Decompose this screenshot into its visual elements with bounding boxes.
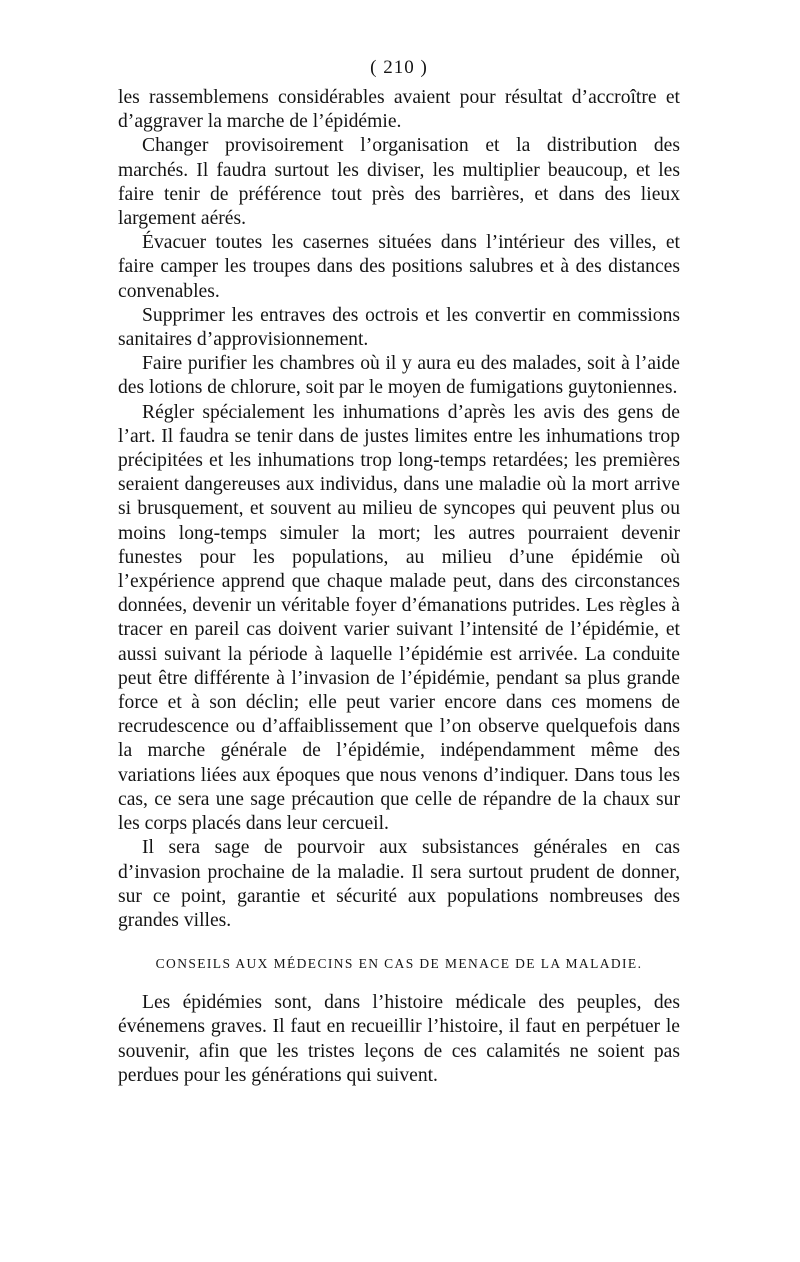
paragraph-burials: Régler spécialement les inhumations d’après les avis des gens de l’art. Il faudra se tenir dans de justes limites entre les inhumations trop précipitées et les inhumations trop long-temps retardées; les premières seraient dangereuses aux individus, dans une maladie où la mort arrive si brusquement, et souvent au milieu de syncopes qui peuvent plus ou moins long-temps simuler la mort; les autres pourraient devenir funestes pour les populations, au milieu d’une épidémie où l’expérience apprend que chaque malade peut, dans des circonstances données, devenir un véritable foyer d’émanations putrides. Les règles à tracer en pareil cas doivent varier suivant l’intensité de l’épidémie, et aussi suivant la période à laquelle l’épidémie est arrivée. La conduite peut être différente à l’invasion de l’épidémie, pendant sa plus grande force et à son déclin; elle peut varier encore dans ces momens de recrudescence ou d’affaiblissement que l’on observe quelquefois dans la marche générale de l’épidémie, indépendamment même des variations liées aux époques que nous venons d’indiquer. Dans tous les cas, ce sera une sage précaution que celle de répandre de la chaux sur les corps placés dans leur cercueil.: [118, 401, 680, 835]
page-number: ( 210 ): [370, 57, 428, 78]
section-heading: CONSEILS AUX MÉDECINS EN CAS DE MENACE DE LA MALADIE.: [155, 956, 643, 972]
book-page: [118, 56, 680, 1088]
paragraph-purify-rooms: Faire purifier les chambres où il y aura eu des malades, soit à l’aide des lotions de chlorure, soit par le moyen de fumigations guytoniennes.: [118, 353, 680, 399]
paragraph-continuation: les rassemblemens considérables avaient pour résultat d’accroître et d’aggraver la marche de l’épidémie.: [118, 87, 680, 133]
paragraph-subsistence: Il sera sage de pourvoir aux subsistances générales en cas d’invasion prochaine de la maladie. Il sera surtout prudent de donner, sur ce point, garantie et sécurité aux populations nombreuses des grandes villes.: [118, 837, 680, 931]
paragraph-barracks: Évacuer toutes les casernes situées dans l’intérieur des villes, et faire camper les troupes dans des positions salubres et à des distances convenables.: [118, 232, 680, 302]
paragraph-markets: Changer provisoirement l’organisation et la distribution des marchés. Il faudra surtout les diviser, les multiplier beaucoup, et les faire tenir de préférence tout près des barrières, et dans des lieux largement aérés.: [118, 135, 680, 230]
paragraph-epidemics-history: Les épidémies sont, dans l’histoire médicale des peuples, des événemens graves. Il faut en recueillir l’histoire, il faut en perpétuer le souvenir, afin que les tristes leçons de ces calamités ne soient pas perdues pour les générations qui suivent.: [118, 992, 680, 1086]
paragraph-octrois: Supprimer les entraves des octrois et les convertir en commissions sanitaires d’approvisionnement.: [118, 304, 680, 351]
